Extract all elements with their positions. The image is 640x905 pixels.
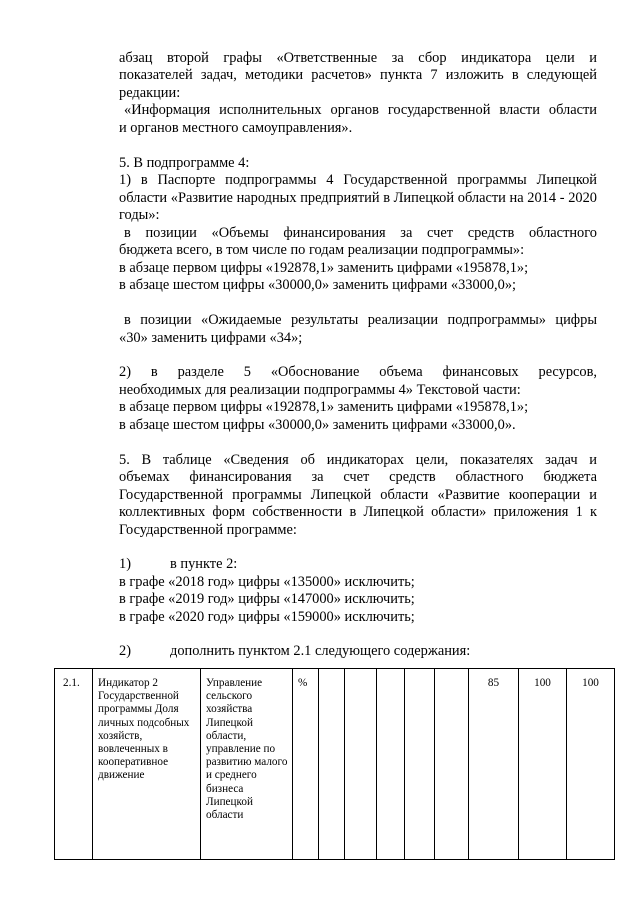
- section-5-heading: 5. В подпрограмме 4:: [119, 155, 250, 171]
- paragraph-8-line-2: «30» заменить цифрами «34»;: [119, 330, 303, 346]
- table-cell-value: 85: [469, 669, 519, 860]
- paragraph-4-line-2: области «Развитие народных предприятий в Липецкой области на 2014 - 2020: [119, 190, 597, 206]
- paragraph-15: в графе «2020 год» цифры «159000» исключить;: [119, 609, 415, 625]
- paragraph-1-line-3: редакции:: [119, 85, 181, 101]
- list-item-2-number: 2): [119, 643, 131, 659]
- paragraph-1-line-1: абзац второй графы «Ответственные за сбор индикатора цели и: [119, 50, 597, 66]
- table-cell-empty: [319, 669, 345, 860]
- paragraph-9-line-2: необходимых для реализации подпрограммы 4» Текстовой части:: [119, 382, 521, 398]
- table-cell-empty: [345, 669, 377, 860]
- table-cell-empty: [377, 669, 405, 860]
- paragraph-12-line-2: объемах финансирования за счет средств областного бюджета: [119, 469, 597, 485]
- paragraph-12-line-1: 5. В таблице «Сведения об индикаторах цели, показателях задач и: [119, 452, 597, 468]
- table-cell-value: 100: [519, 669, 567, 860]
- table-cell-empty: [435, 669, 469, 860]
- paragraph-11: в абзаце шестом цифры «30000,0» заменить цифрами «33000,0».: [119, 417, 516, 433]
- paragraph-4-line-3: годы»:: [119, 207, 160, 223]
- table-cell-indicator: Индикатор 2 Государственной программы Доля личных подсобных хозяйств, вовлеченных в кооперативное движение: [93, 669, 201, 860]
- paragraph-12-line-4: коллективных форм собственности в Липецкой области» приложения 1 к: [119, 504, 597, 520]
- paragraph-12-line-3: Государственной программы Липецкой области «Развитие кооперации и: [119, 487, 597, 503]
- paragraph-7: в абзаце шестом цифры «30000,0» заменить цифрами «33000,0»;: [119, 277, 517, 293]
- list-item-2-text: дополнить пунктом 2.1 следующего содержания:: [170, 643, 471, 659]
- paragraph-2-line-2: и органов местного самоуправления».: [119, 120, 353, 136]
- paragraph-13: в графе «2018 год» цифры «135000» исключить;: [119, 574, 415, 590]
- table-cell-unit: %: [293, 669, 319, 860]
- list-item-1-number: 1): [119, 556, 131, 572]
- indicator-table: [54, 668, 615, 860]
- paragraph-6: в абзаце первом цифры «192878,1» заменить цифрами «195878,1»;: [119, 260, 529, 276]
- paragraph-4-line-1: 1) в Паспорте подпрограммы 4 Государственной программы Липецкой: [119, 172, 597, 188]
- paragraph-5-line-2: бюджета всего, в том числе по годам реализации подпрограммы»:: [119, 242, 525, 258]
- table-cell-value: 100: [567, 669, 615, 860]
- list-item-1-text: в пункте 2:: [170, 556, 238, 572]
- paragraph-9-line-1: 2) в разделе 5 «Обоснование объема финансовых ресурсов,: [119, 364, 597, 380]
- paragraph-8-line-1: в позиции «Ожидаемые результаты реализации подпрограммы» цифры: [124, 312, 597, 328]
- table-row: [55, 669, 615, 860]
- paragraph-10: в абзаце первом цифры «192878,1» заменить цифрами «195878,1»;: [119, 399, 529, 415]
- paragraph-12-line-5: Государственной программе:: [119, 522, 297, 538]
- table-cell-responsible: Управление сельского хозяйства Липецкой области, управление по развитию малого и среднего бизнеса Липецкой области: [201, 669, 293, 860]
- paragraph-1-line-2: показателей задач, методики расчетов» пункта 7 изложить в следующей: [119, 67, 597, 83]
- paragraph-2-line-1: «Информация исполнительных органов государственной власти области: [124, 102, 597, 118]
- table-cell-number: 2.1.: [55, 669, 93, 860]
- paragraph-14: в графе «2019 год» цифры «147000» исключить;: [119, 591, 415, 607]
- table-cell-empty: [405, 669, 435, 860]
- paragraph-5-line-1: в позиции «Объемы финансирования за счет средств областного: [124, 225, 597, 241]
